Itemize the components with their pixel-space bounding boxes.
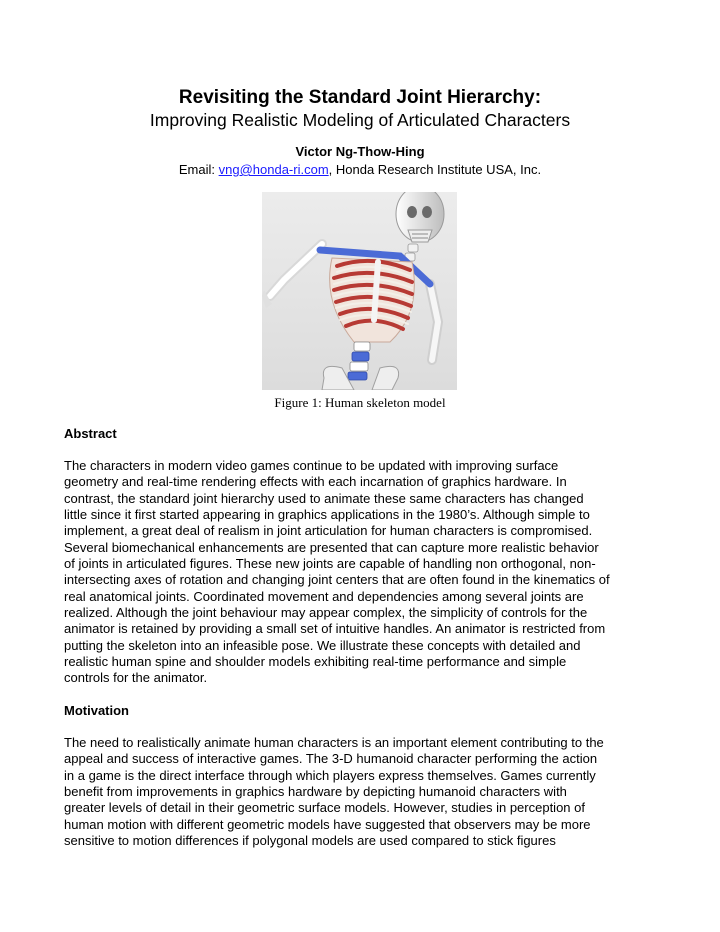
motivation-line: benefit from improvements in graphics hardware by depicting humanoid characters with <box>64 784 567 800</box>
motivation-line: greater levels of detail in their geometric surface models. However, studies in perception of <box>64 800 585 816</box>
abstract-line: animator is retained by providing a small set of intuitive handles. An animator is restricted from <box>64 621 606 637</box>
abstract-line: real anatomical joints. Coordinated movement and dependencies among several joints are <box>64 588 584 604</box>
paper-subtitle: Improving Realistic Modeling of Articulated Characters <box>149 110 571 130</box>
email-prefix: Email: <box>178 162 219 177</box>
skeleton-figure-image <box>262 192 457 390</box>
paper-title: Revisiting the Standard Joint Hierarchy: <box>178 87 542 108</box>
author-name: Victor Ng-Thow-Hing <box>295 144 425 159</box>
abstract-paragraph <box>64 458 664 687</box>
affiliation: , Honda Research Institute USA, Inc. <box>328 162 542 177</box>
abstract-line: Several biomechanical enhancements are presented that can capture more realistic behavior <box>64 539 599 555</box>
motivation-line: sensitive to motion differences if polygonal models are used compared to stick figures <box>64 833 556 849</box>
author-contact-line <box>0 162 720 178</box>
abstract-line: The characters in modern video games continue to be updated with improving surface <box>64 458 559 473</box>
abstract-line: implement, a great deal of realism in joint articulation for human characters is compromised. <box>64 523 593 539</box>
abstract-line: of joints in articulated figures. These new joints are capable of handling non orthogonal, non- <box>64 556 596 572</box>
abstract-line: intersecting axes of rotation and changing joint centers that are often found in the kinematics of <box>64 572 610 588</box>
abstract-line: little since it first started appearing in graphics applications in the 1980’s. Although simple to <box>64 507 590 523</box>
motivation-paragraph <box>64 735 664 849</box>
email-link[interactable]: vng@honda-ri.com <box>218 162 329 177</box>
abstract-line: geometry and real-time rendering effects with each incarnation of graphics hardware. In <box>64 474 567 490</box>
abstract-heading: Abstract <box>64 426 117 441</box>
abstract-line: putting the skeleton into an infeasible pose. We illustrate these concepts with detailed and <box>64 637 581 653</box>
motivation-line: appeal and success of interactive games. The 3-D humanoid character performing the action <box>64 751 598 767</box>
motivation-line: human motion with different geometric models have suggested that observers may be more <box>64 816 591 832</box>
motivation-line: The need to realistically animate human characters is an important element contributing to the <box>64 735 604 750</box>
motivation-line: in a game is the direct interface through which players express themselves. Games currently <box>64 767 596 783</box>
abstract-line: controls for the animator. <box>64 670 208 686</box>
abstract-line: realized. Although the joint behaviour may appear complex, the simplicity of controls for the <box>64 605 588 621</box>
abstract-line: realistic human spine and shoulder models exhibiting real-time performance and simple <box>64 654 567 670</box>
motivation-heading: Motivation <box>64 703 129 718</box>
figure-caption: Figure 1: Human skeleton model <box>274 395 446 410</box>
skeleton-illustration <box>262 192 457 390</box>
abstract-line: contrast, the standard joint hierarchy used to animate these same characters has changed <box>64 490 584 506</box>
